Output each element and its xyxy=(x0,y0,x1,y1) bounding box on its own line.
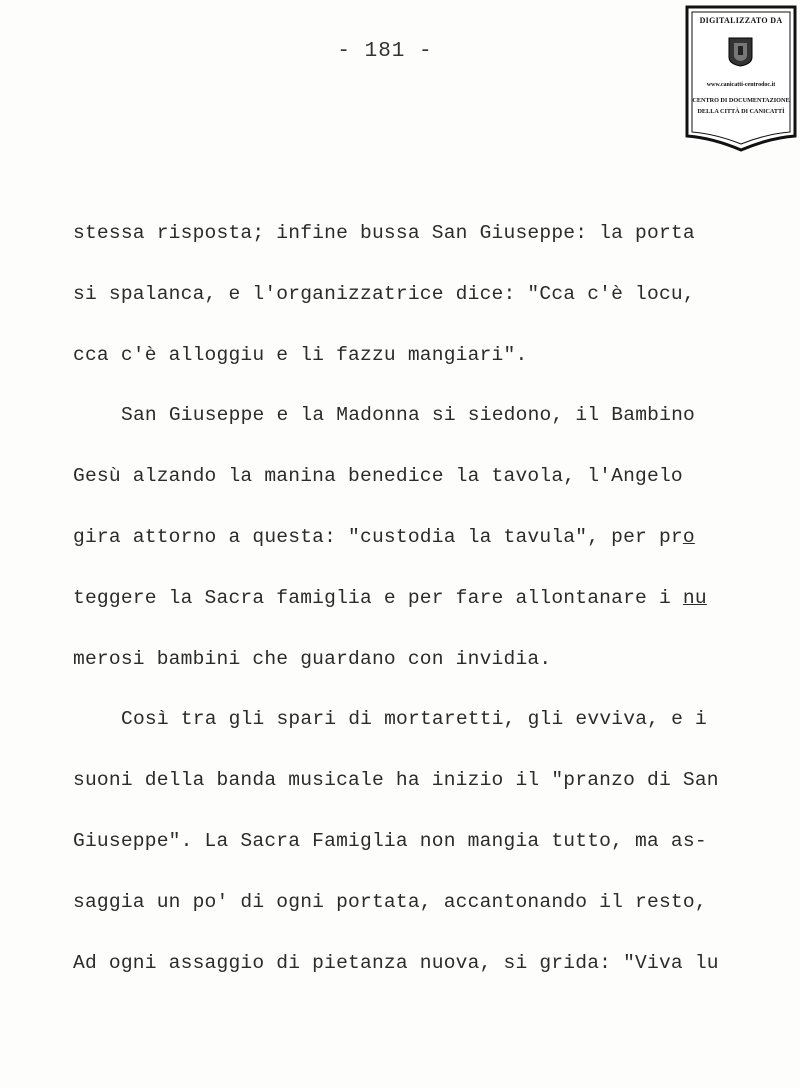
stamp-shield-shape xyxy=(684,4,798,152)
text-line: Ad ogni assaggio di pietanza nuova, si grida: "Viva lu xyxy=(73,951,719,974)
text-line: si spalanca, e l'organizzatrice dice: "Cca c'è locu, xyxy=(73,282,695,305)
digitization-stamp xyxy=(684,4,798,152)
stamp-center-line-1: CENTRO DI DOCUMENTAZIONE xyxy=(692,97,790,104)
page-number: - 181 - xyxy=(337,40,433,63)
text-line: Gesù alzando la manina benedice la tavola, l'Angelo xyxy=(73,465,683,488)
stamp-center-line-2: DELLA CITTÀ DI CANICATTÌ xyxy=(697,108,785,115)
text-line: saggia un po' di ogni portata, accantonando il resto, xyxy=(73,890,707,913)
text-line: San Giuseppe e la Madonna si siedono, il Bambino xyxy=(121,404,695,427)
body-text xyxy=(73,214,773,1004)
text-line xyxy=(73,579,773,640)
stamp-url: www.canicatti-centrodoc.it xyxy=(706,82,776,88)
text-line: Così tra gli spari di mortaretti, gli evviva, e i xyxy=(121,708,707,731)
text-line: stessa risposta; infine bussa San Giuseppe: la porta xyxy=(73,222,695,244)
underlined-syllable: nu xyxy=(682,586,707,609)
text-line: merosi bambini che guardano con invidia. xyxy=(73,647,552,670)
text-line: cca c'è alloggiu e li fazzu mangiari". xyxy=(73,343,528,366)
coat-of-arms-icon xyxy=(728,37,753,67)
text-line xyxy=(73,518,773,579)
text-line: suoni della banda musicale ha inizio il "pranzo di San xyxy=(73,769,719,792)
stamp-title: DIGITALIZZATO DA xyxy=(699,16,783,25)
text-line: Giuseppe". La Sacra Famiglia non mangia tutto, ma as- xyxy=(73,829,707,852)
text-segment: teggere la Sacra famiglia e per fare allontanare i xyxy=(73,586,683,609)
text-segment: gira attorno a questa: "custodia la tavula", per pr xyxy=(73,525,683,548)
underlined-syllable: o xyxy=(682,525,695,548)
